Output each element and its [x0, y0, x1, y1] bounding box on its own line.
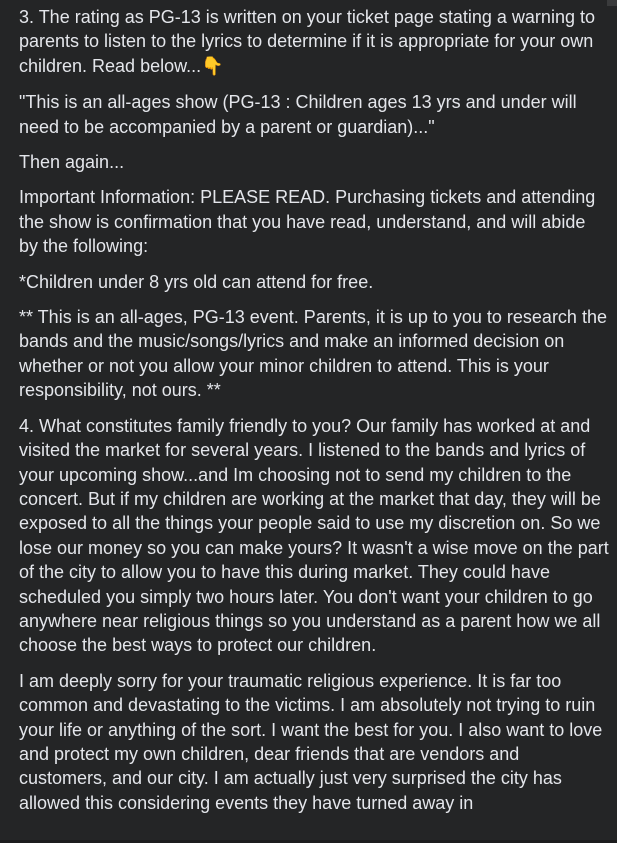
post-paragraph-1-text: 3. The rating as PG-13 is written on your ticket page stating a warning to parents to listen to the lyrics to determine if it is appropriate for your own children. Read below...	[19, 7, 595, 76]
post-paragraph-7: 4. What constitutes family friendly to you? Our family has worked at and visited the market for several years. I listened to the bands and lyrics of your upcoming show...and Im choosing not to send my children to the concert. But if my children are working at the market that day, they will be exposed to all the things your people said to use my discretion on. So we lose our money so you can make yours? It wasn't a wise move on the part of the city to allow you to have this during market. They could have scheduled you simply two hours later. You don't want your children to go anywhere near religious things so you understand as a parent how we all choose the best ways to protect our children.	[19, 415, 609, 656]
post-paragraph-8: I am deeply sorry for your traumatic religious experience. It is far too common and devastating to the victims. I am absolutely not trying to ruin your life or anything of the sort. I want the best for you. I also want to love and protect my own children, dear friends that are vendors and customers, and our city. I am actually just very surprised the city has allowed this considering events they have turned away in	[19, 670, 603, 813]
post-paragraph-5: *Children under 8 yrs old can attend for free.	[19, 271, 374, 292]
post-paragraph-2: "This is an all-ages show (PG-13 : Children ages 13 yrs and under will need to be accompanied by a parent or guardian)..."	[19, 92, 577, 137]
post-paragraph-4: Important Information: PLEASE READ. Purchasing tickets and attending the show is confirmation that you have read, understand, and will abide by the following:	[19, 187, 596, 257]
pointing-down-icon: 👇	[201, 55, 224, 77]
post-paragraph-3: Then again...	[19, 152, 125, 173]
post-paragraph-6: ** This is an all-ages, PG-13 event. Parents, it is up to you to research the bands and the music/songs/lyrics and make an informed decision on whether or not you allow your minor children to attend. This is your responsibility, not ours. **	[19, 307, 607, 401]
post-paragraph-1	[19, 5, 609, 79]
post-text-body	[19, 5, 609, 826]
